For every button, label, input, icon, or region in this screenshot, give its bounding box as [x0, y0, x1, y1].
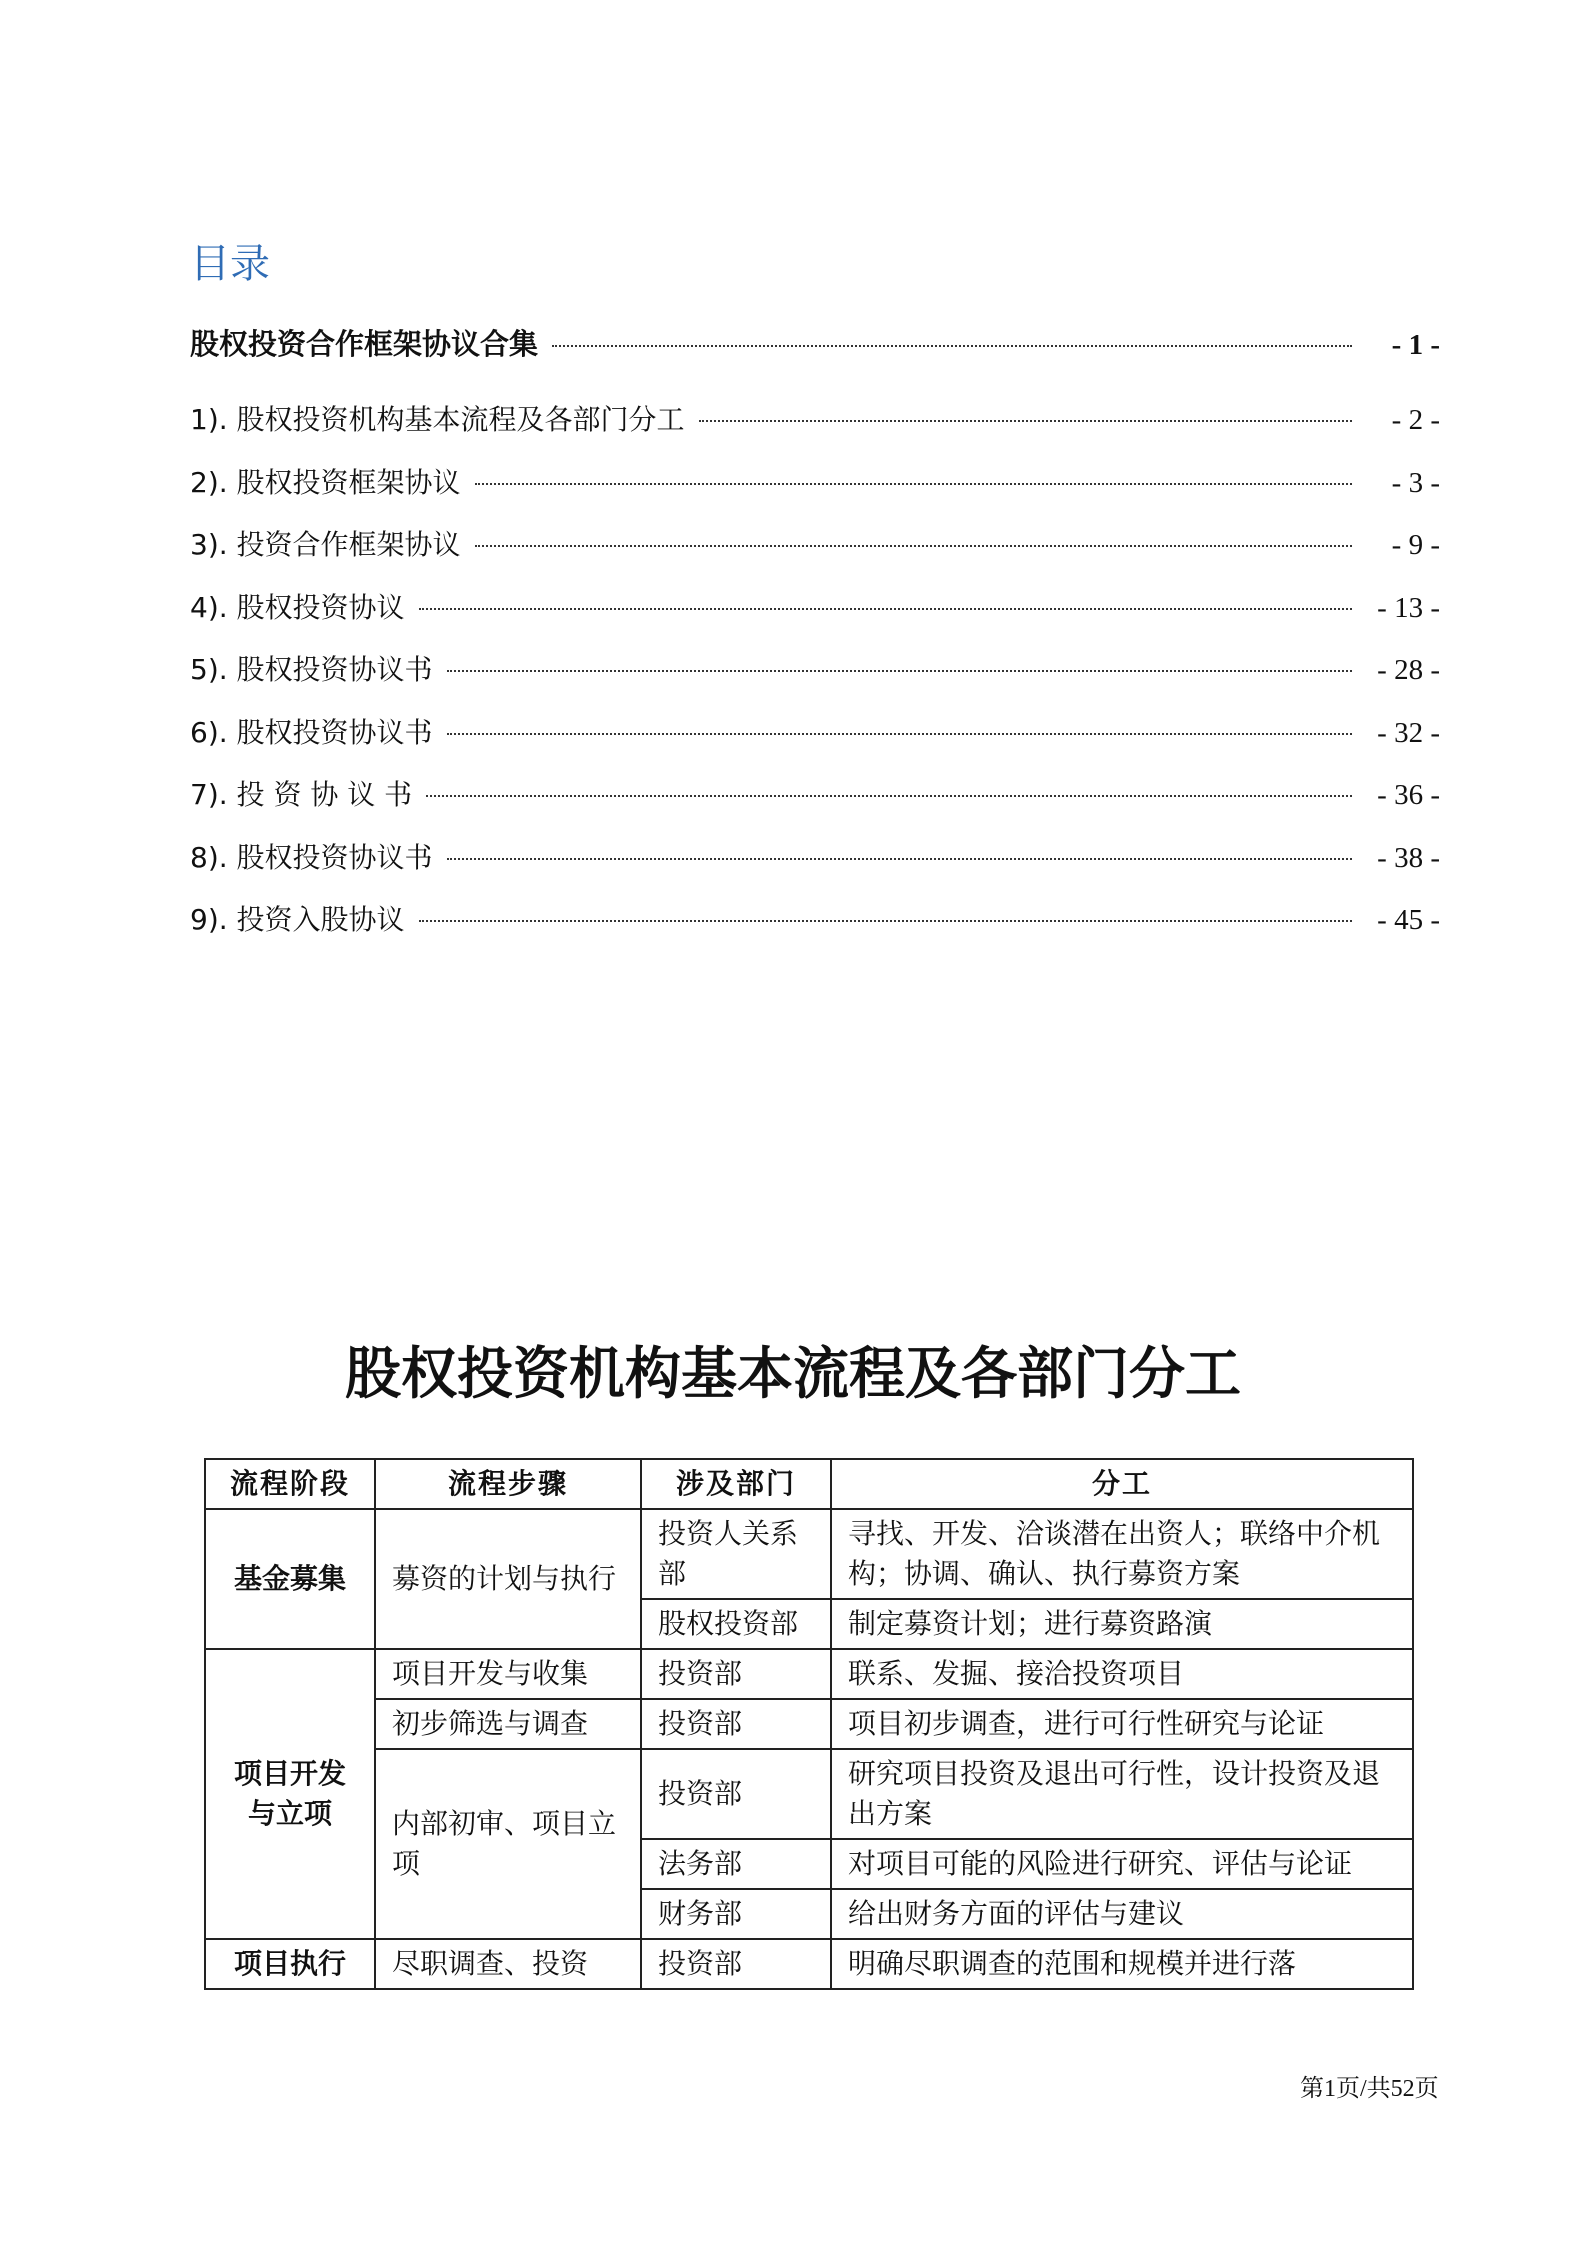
toc-entry[interactable] — [190, 773, 1440, 836]
toc-entry-page: - 28 - — [1377, 654, 1440, 686]
toc-entry-page: - 38 - — [1377, 841, 1440, 874]
dot-leader — [426, 795, 1352, 797]
department-cell: 财务部 — [641, 1889, 831, 1939]
department-cell: 投资部 — [641, 1699, 831, 1749]
table-row — [205, 1939, 1413, 1989]
duty-cell: 寻找、开发、洽谈潜在出资人；联络中介机构；协调、确认、执行募资方案 — [831, 1509, 1413, 1599]
dot-leader — [447, 670, 1352, 672]
step-cell: 项目开发与收集 — [375, 1649, 641, 1699]
toc-entry-number: 8). — [190, 840, 228, 874]
column-header-stage: 流程阶段 — [205, 1459, 375, 1509]
dot-leader — [552, 345, 1352, 347]
toc-entry[interactable] — [190, 586, 1440, 649]
department-cell: 法务部 — [641, 1839, 831, 1889]
toc-entry-number: 6). — [190, 715, 228, 749]
toc-entry-title: 投 资 协 议 书 — [236, 778, 413, 811]
stage-cell: 项目开发与立项 — [205, 1649, 375, 1939]
toc-entry[interactable] — [190, 461, 1440, 524]
toc-entry-page: - 36 - — [1377, 779, 1440, 811]
toc-entry-number: 9). — [190, 903, 228, 936]
dot-leader — [419, 608, 1352, 610]
dot-leader — [475, 483, 1352, 485]
duty-cell: 给出财务方面的评估与建议 — [831, 1889, 1413, 1939]
duty-cell: 研究项目投资及退出可行性，设计投资及退出方案 — [831, 1749, 1413, 1839]
step-cell: 内部初审、项目立项 — [375, 1749, 641, 1939]
toc-entry-title: 投资合作框架协议 — [236, 528, 461, 561]
duty-cell: 项目初步调查，进行可行性研究与论证 — [831, 1699, 1413, 1749]
column-header-duty: 分工 — [831, 1459, 1413, 1509]
step-cell: 募资的计划与执行 — [375, 1509, 641, 1649]
department-cell: 投资部 — [641, 1749, 831, 1839]
department-cell: 股权投资部 — [641, 1599, 831, 1649]
stage-cell: 基金募集 — [205, 1509, 375, 1649]
step-cell: 初步筛选与调查 — [375, 1699, 641, 1749]
table-row — [205, 1509, 1413, 1599]
toc-entry-number: 4). — [190, 590, 228, 624]
stage-cell: 项目执行 — [205, 1939, 375, 1989]
dot-leader — [419, 920, 1352, 922]
table-row — [205, 1749, 1413, 1839]
table-row — [205, 1699, 1413, 1749]
toc-entry[interactable] — [190, 711, 1440, 774]
step-cell: 尽职调查、投资 — [375, 1939, 641, 1989]
toc-entry[interactable] — [190, 836, 1440, 899]
department-cell: 投资人关系部 — [641, 1509, 831, 1599]
toc-entry-title: 股权投资协议书 — [236, 840, 433, 874]
toc-entry-page: - 13 - — [1377, 591, 1440, 624]
dot-leader — [447, 858, 1352, 860]
dot-leader — [475, 545, 1352, 547]
toc-entry-number: 5). — [190, 653, 228, 686]
duty-cell: 明确尽职调查的范围和规模并进行落 — [831, 1939, 1413, 1989]
duty-cell: 对项目可能的风险进行研究、评估与论证 — [831, 1839, 1413, 1889]
column-header-step: 流程步骤 — [375, 1459, 641, 1509]
division-of-labor-table — [204, 1458, 1414, 1990]
toc-entry-number: 7). — [190, 778, 228, 811]
toc-entry[interactable] — [190, 523, 1440, 586]
duty-cell: 联系、发掘、接洽投资项目 — [831, 1649, 1413, 1699]
toc-main-entry[interactable] — [190, 322, 1440, 398]
toc-entry-page: - 1 - — [1391, 329, 1440, 361]
toc-entry-title: 股权投资协议书 — [236, 653, 433, 686]
toc-entry-title: 股权投资机构基本流程及各部门分工 — [236, 403, 685, 436]
toc-entry-title: 股权投资协议 — [236, 590, 405, 624]
toc-entry-page: - 2 - — [1391, 404, 1440, 436]
department-cell: 投资部 — [641, 1939, 831, 1989]
toc-entry-title: 股权投资协议书 — [236, 715, 433, 749]
table-row — [205, 1649, 1413, 1699]
toc-entry-page: - 3 - — [1391, 466, 1440, 499]
table-of-contents — [190, 322, 1440, 961]
page-number-footer: 第1页/共52页 — [1300, 2076, 1439, 2102]
toc-entry-title: 股权投资框架协议 — [236, 465, 461, 499]
duty-cell: 制定募资计划；进行募资路演 — [831, 1599, 1413, 1649]
column-header-department: 涉及部门 — [641, 1459, 831, 1509]
section-title: 股权投资机构基本流程及各部门分工 — [345, 1342, 1241, 1407]
toc-entry-title: 股权投资合作框架协议合集 — [190, 327, 539, 361]
toc-entry[interactable] — [190, 898, 1440, 961]
department-cell: 投资部 — [641, 1649, 831, 1699]
toc-entry[interactable] — [190, 648, 1440, 711]
toc-heading: 目录 — [190, 241, 270, 287]
toc-entry-page: - 32 - — [1377, 716, 1440, 749]
table-header-row — [205, 1459, 1413, 1509]
toc-entry-page: - 9 - — [1391, 529, 1440, 561]
toc-entry-number: 3). — [190, 528, 228, 561]
toc-entry-page: - 45 - — [1377, 904, 1440, 936]
toc-entry-number: 1). — [190, 403, 228, 436]
toc-entry-title: 投资入股协议 — [236, 903, 405, 936]
dot-leader — [447, 733, 1352, 735]
toc-entry-number: 2). — [190, 465, 228, 499]
toc-entry[interactable] — [190, 398, 1440, 461]
dot-leader — [699, 420, 1352, 422]
